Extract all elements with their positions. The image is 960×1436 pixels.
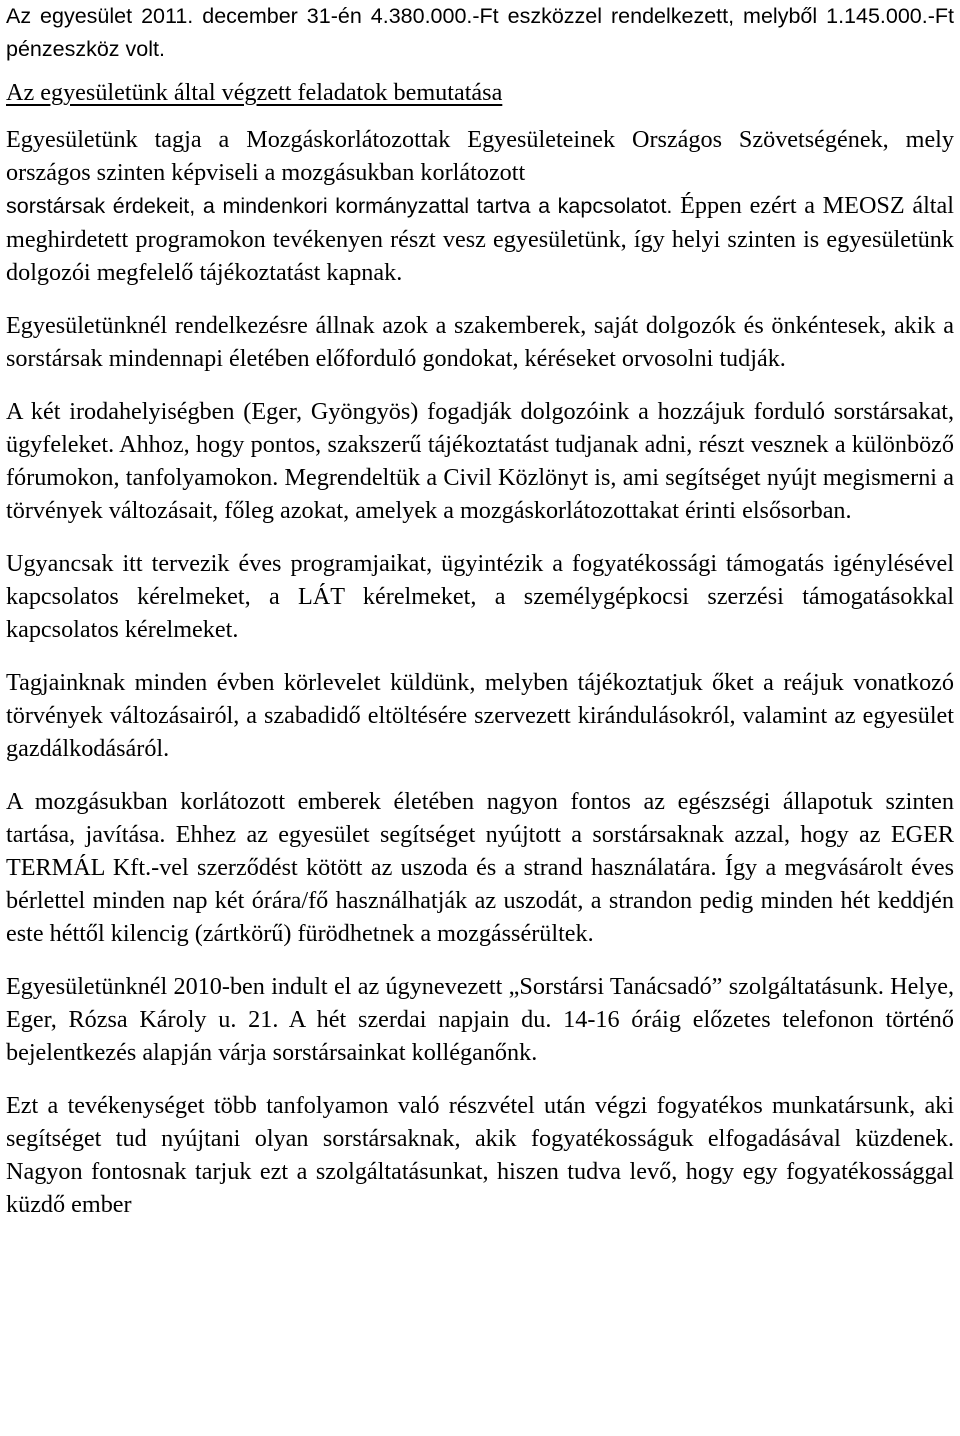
paragraph-colleague: Ezt a tevékenységet több tanfolyamon való részvétel után végzi fogyatékos munkatársunk, aki segítséget tud nyújtani olyan sorstársaknak, akik fogyatékosságuk elfogadásával küzdenek. Nagyon fontosnak tarjuk ezt a szolgáltatásunkat, hiszen tudva levő, hogy egy fogyatékossággal küzdő ember — [6, 1092, 954, 1218]
paragraph-programs: Ugyancsak itt tervezik éves programjaikat, ügyintézik a fogyatékossági támogatás igénylésével kapcsolatos kérelmeket, a LÁT kérelmeket, a személygépkocsi szerzési támogatásokkal kapcsolatos kérelmeket. — [6, 550, 954, 643]
paragraph-offices: A két irodahelyiségben (Eger, Gyöngyös) fogadják dolgozóink a hozzájuk forduló sorstársakat, ügyfeleket. Ahhoz, hogy pontos, szakszerű tájékoztatást tudjanak adni, részt vesznek a különböző fórumokon, tanfolyamokon. Megrendeltük a Civil Közlönyt is, ami segítséget nyújt megismerni a törvények változásait, főleg azokat, amelyek a mozgáskorlátozottakat érinti elsősorban. — [6, 398, 954, 524]
paragraph-meosz-intro: Egyesületünk tagja a Mozgáskorlátozottak Egyesületeinek Országos Szövetségének, mely országos szinten képviseli a mozgásukban korlátozott — [6, 126, 954, 186]
paragraph-meosz — [6, 123, 954, 289]
intro-paragraph: Az egyesület 2011. december 31-én 4.380.000.-Ft eszközzel rendelkezett, melyből 1.145.000.-Ft pénzeszköz volt. — [6, 4, 954, 61]
paragraph-counseling: Egyesületünknél 2010-ben indult el az úgynevezett „Sorstársi Tanácsadó” szolgáltatásunk. Helye, Eger, Rózsa Károly u. 21. A hét szerdai napjain du. 14-16 óráig előzetes telefonon történő bejelentkezés alapján várja sorstársainkat kolléganőnk. — [6, 973, 954, 1066]
paragraph-newsletter: Tagjainknak minden évben körlevelet küldünk, melyben tájékoztatjuk őket a reájuk vonatkozó törvények változásairól, a szabadidő eltöltésére szervezett kirándulásokról, valamint az egyesület gazdálkodásáról. — [6, 669, 954, 762]
paragraph-meosz-sans-span: sorstársak érdekeit, a mindenkori kormányzattal tartva a kapcsolatot. — [6, 194, 673, 218]
paragraph-health: A mozgásukban korlátozott emberek életében nagyon fontos az egészségi állapotuk szinten tartása, javítása. Ehhez az egyesület segítséget nyújtott a sorstársaknak azzal, hogy az EGER TERMÁL Kft.-vel szerződést kötött az uszoda és a strand használatára. Így a megvásárolt éves bérlettel minden nap két órára/fő használhatják az uszodát, a strandon pedig minden hét keddjén este héttől kilencig (zártkörű) fürödhetnek a mozgássérültek. — [6, 788, 954, 947]
paragraph-specialists: Egyesületünknél rendelkezésre állnak azok a szakemberek, saját dolgozók és önkéntesek, akik a sorstársak mindennapi életében előforduló gondokat, kéréseket orvosolni tudják. — [6, 312, 954, 372]
paragraph-meosz-body — [6, 189, 954, 289]
section-heading: Az egyesületünk által végzett feladatok bemutatása — [6, 79, 503, 106]
document-page — [6, 0, 954, 1221]
paragraph-meosz-serif-span: Éppen ezért a MEOSZ által meghirdetett programokon tevékenyen részt vesz egyesületünk, így helyi szinten is egyesületünk dolgozói megfelelő tájékoztatást kapnak. — [6, 192, 954, 286]
